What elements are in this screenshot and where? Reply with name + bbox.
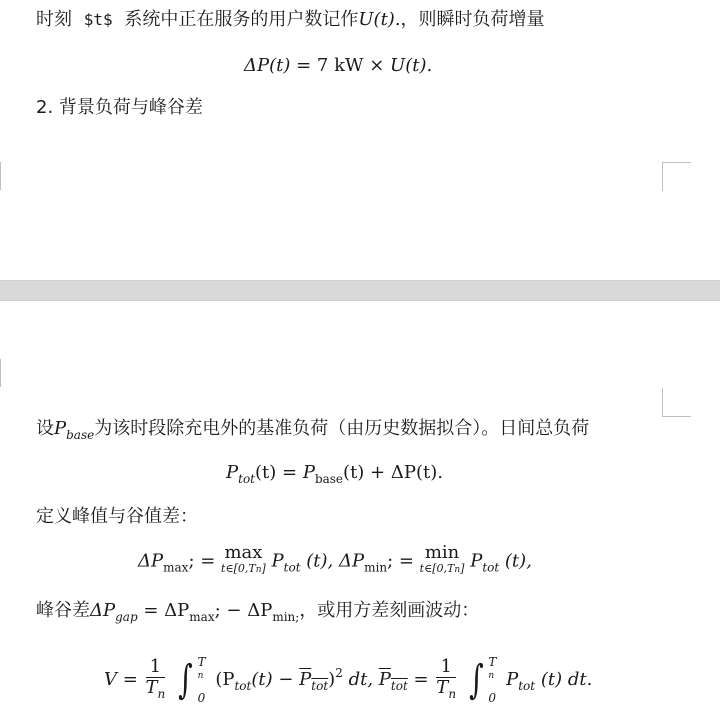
math-tn [436,678,456,704]
math-P: P [302,462,315,483]
math-tail: (t) + ΔP(t). [343,462,443,483]
math-lo: 0 [488,691,496,705]
equation-variance [104,643,592,703]
page-separator [0,280,720,301]
math-sub-max: max [163,560,189,575]
math-delta-p: ΔP [138,550,164,572]
math-assign: ; = [188,550,222,572]
math-P: P [506,669,519,690]
text-users-served: 系统中正在服务的用户数记作 [124,9,359,30]
math-range-end: ] [460,562,465,575]
equation-max-min [138,542,532,585]
math-range: t∈[0,T [419,562,455,575]
text-peak-valley: 峰谷差 [36,600,90,621]
math-dt: dt, [342,669,379,690]
paragraph-peak-valley-gap [36,599,479,629]
math-one: 1 [436,657,456,678]
math-sub-tot: tot [283,560,301,575]
math-sub-min: min [272,610,296,624]
math-delta-p: ΔP [90,600,116,621]
math-mid: (t) = [255,462,303,483]
math-delta-p: ΔP [244,55,270,76]
math-U: U [358,9,374,30]
math-t: (t) − [251,669,300,690]
integral-sign: ∫ [468,657,484,703]
math-close: ) [328,669,336,690]
math-eq: = ΔP [137,600,190,621]
document-page-bottom [0,301,720,709]
math-pbar [378,669,408,693]
text-variance-desc: ，或用方差刻画波动： [299,600,480,621]
math-sub-max: max [189,610,215,624]
math-sub-tot: tot [482,560,500,575]
math-min: min [424,542,460,563]
page-margin-mark-left [0,162,1,190]
integral-sign: ∫ [178,657,193,703]
math-semi: ; [295,610,300,624]
math-tail: (t) dt. [535,669,593,690]
paragraph-base-load [36,417,589,447]
math-square: 2 [335,666,343,680]
math-P: P [470,550,483,572]
text-base-load-desc: 为该时段除充电外的基准负荷（由历史数据拟合）。日间总负荷 [94,418,590,439]
math-n: n [157,686,166,701]
paragraph-user-count [36,8,545,32]
raw-latex-t: $t$ [83,10,113,29]
math-V: V [104,669,117,690]
math-pbar [299,669,329,693]
math-open: (P [215,669,235,690]
math-P: P [54,418,67,439]
math-T: T [436,676,449,698]
math-assign: ; = [387,550,420,572]
math-delta-p: ΔP [339,550,365,572]
math-n: n [448,686,457,701]
math-sub-tot: tot [238,472,255,486]
document-page-top [0,0,720,280]
math-T: T [145,676,158,698]
math-eq: = [117,669,144,690]
text-load-increment: ，则瞬时负荷增量 [400,9,545,30]
math-minus: ; − ΔP [214,600,273,621]
math-range-end: ] [261,562,266,575]
min-operator [419,542,465,578]
math-P: P [378,669,391,690]
equation-total-load [226,461,443,491]
math-lo: 0 [197,691,206,705]
math-one: 1 [146,657,166,678]
math-sub-base: base [66,428,95,442]
page-crop-mark-bottom-right [662,388,691,417]
math-rhs: = 7 kW × [290,55,391,76]
section-heading: 2. 背景负荷与峰谷差 [36,97,203,118]
math-t: (t), [300,550,339,572]
math-t-end: (t). [405,55,433,76]
math-sub-tot: tot [518,679,536,693]
math-hi-n: n [488,671,495,681]
math-t: (t), [499,550,532,572]
text-time: 时刻 [36,9,72,30]
math-U: U [390,55,406,76]
page-crop-mark-top-right [662,162,691,191]
max-operator [221,542,266,578]
math-range-n: n [255,565,262,575]
integral-limits [488,655,496,705]
math-sub-gap: gap [115,610,138,624]
math-sub-tot: tot [311,679,329,693]
fraction-one-over-tn [146,657,166,704]
integral-limits [198,655,206,705]
min-range [420,561,465,578]
math-P: P [299,669,312,690]
math-P: P [271,550,284,572]
text-let: 设 [36,418,54,439]
page-margin-mark-left [0,359,1,387]
math-t: (t) [269,55,291,76]
math-range-n: n [454,565,461,575]
math-sub-base: base [314,472,344,486]
math-hi-n: n [197,671,204,681]
paragraph-peak-valley-def: 定义峰值与谷值差： [36,506,198,527]
math-eq: = [407,669,435,690]
math-sub-tot: tot [390,679,408,693]
math-max: max [224,542,263,563]
math-tn [146,678,166,704]
fraction-one-over-tn [436,657,456,704]
math-hi: T [197,655,206,669]
math-P: P [226,462,239,483]
math-hi: T [488,655,497,669]
max-range [221,561,266,578]
math-sub-tot: tot [234,679,252,693]
math-range: t∈[0,T [221,562,256,575]
math-sub-min: min [364,560,388,575]
math-t: (t). [373,9,401,30]
equation-delta-p [244,54,432,78]
